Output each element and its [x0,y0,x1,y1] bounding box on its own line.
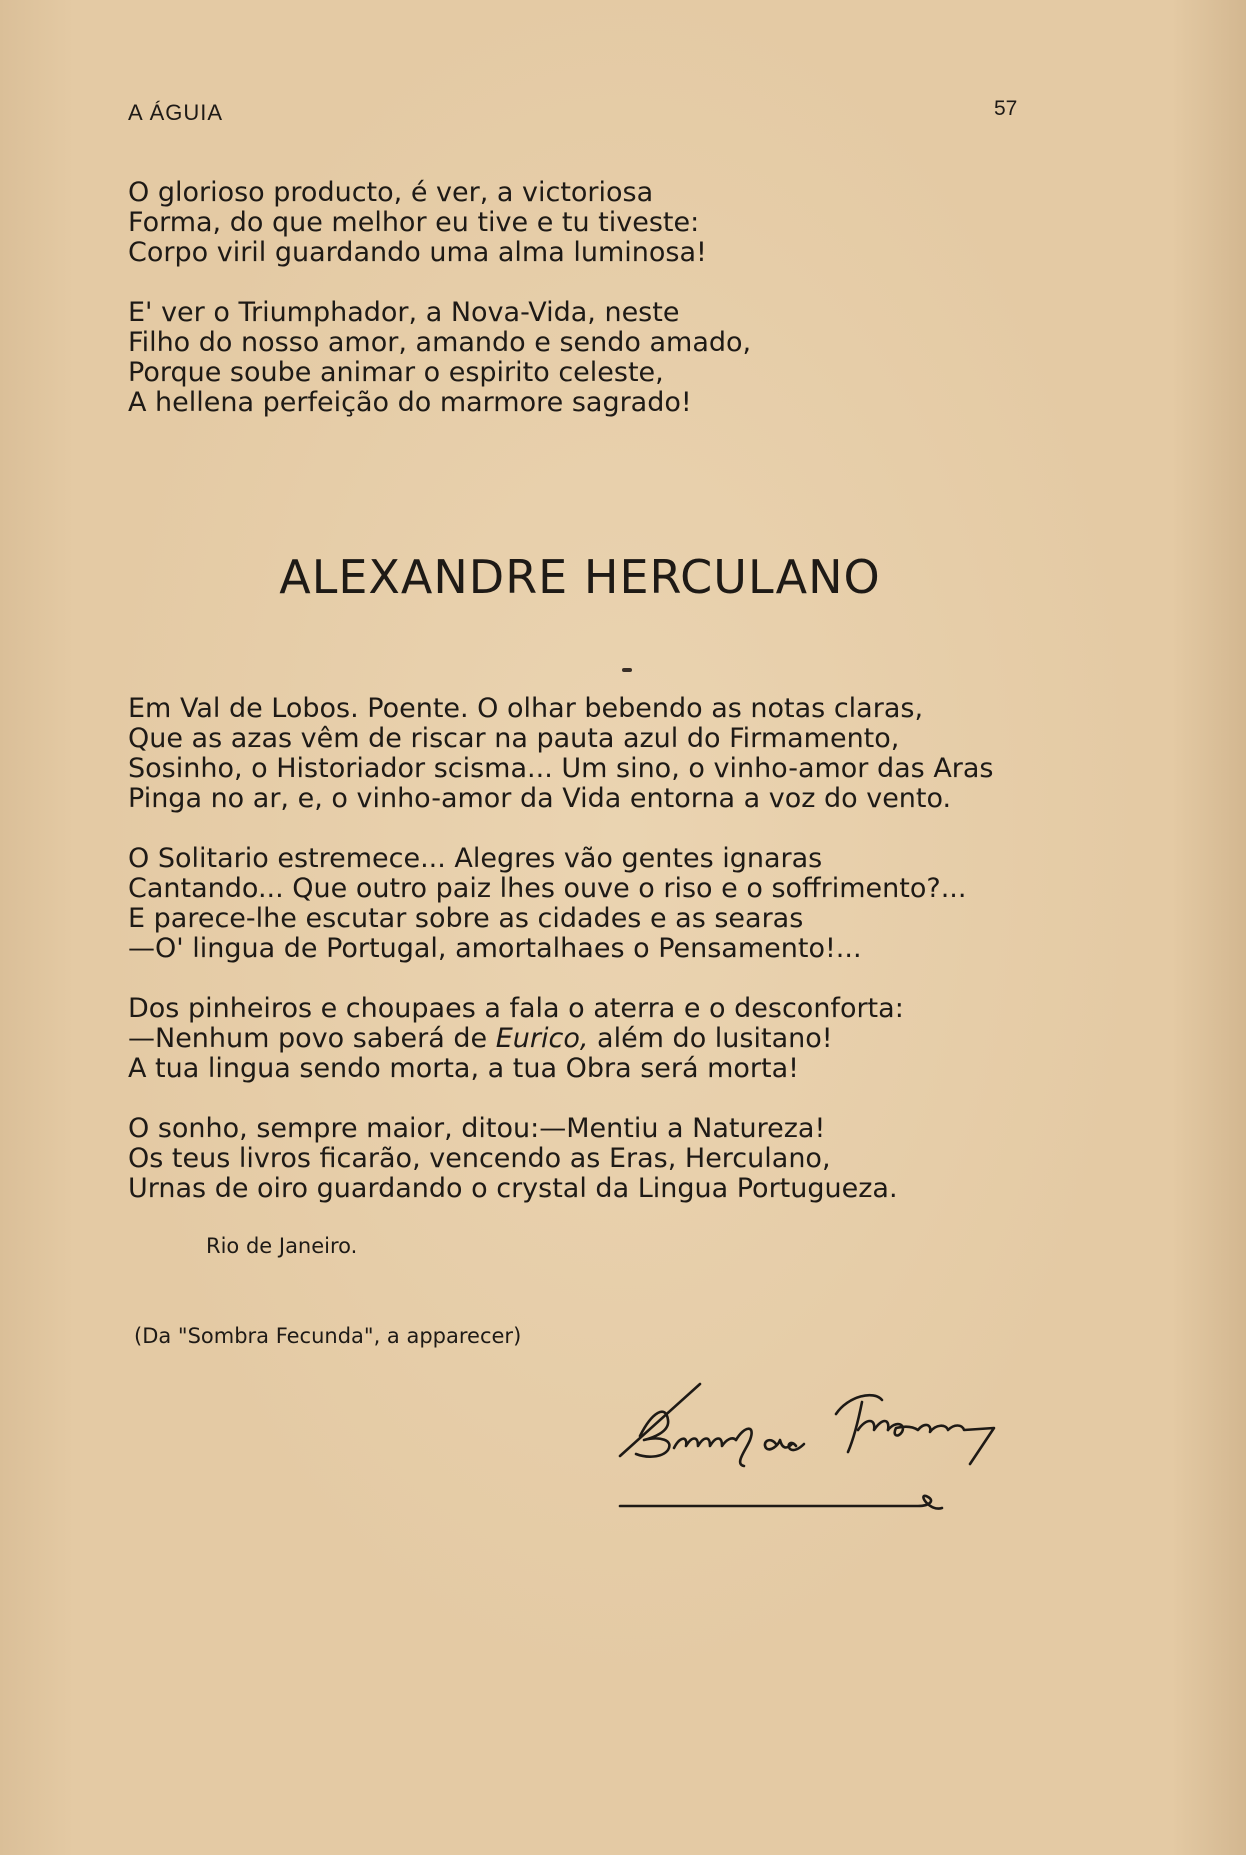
verse-line: Cantando... Que outro paiz lhes ouve o riso e o soffrimento?... [128,873,967,904]
verse-line: Corpo viril guardando uma alma luminosa! [128,237,707,268]
ornament-dash [622,668,632,672]
verse-line: O Solitario estremece... Alegres vão gentes ignaras [128,843,823,874]
page-number: 57 [994,97,1018,120]
poem-title: ALEXANDRE HERCULANO [279,550,881,604]
verse-line: Que as azas vêm de riscar na pauta azul do Firmamento, [128,723,900,754]
stanza [128,178,751,268]
poem-body [128,694,994,1204]
handwritten-signature [600,1370,1040,1520]
verse-line: A hellena perfeição do marmore sagrado! [128,387,692,418]
verse-line: A tua lingua sendo morta, a tua Obra será morta! [128,1053,799,1084]
verse-text: —Nenhum povo saberá de [128,1023,496,1054]
source-note: (Da "Sombra Fecunda", a apparecer) [134,1324,522,1348]
stanza [128,994,994,1084]
verse-line: E parece-lhe escutar sobre as cidades e as searas [128,903,804,934]
italic-work-title: Eurico, [495,1023,589,1054]
stanza [128,298,751,418]
verse-line: O glorioso producto, é ver, a victoriosa [128,177,654,208]
running-head: A ÁGUIA [128,100,224,125]
verse-line: Filho do nosso amor, amando e sendo amado, [128,327,752,358]
stanza [128,844,994,964]
verse-line: Porque soube animar o espirito celeste, [128,357,664,388]
verse-line: Os teus livros ficarão, vencendo as Eras, Herculano, [128,1143,831,1174]
verse-line: E' ver o Triumphador, a Nova-Vida, neste [128,297,680,328]
verse-line: Urnas de oiro guardando o crystal da Lingua Portugueza. [128,1173,898,1204]
verse-line: Sosinho, o Historiador scisma... Um sino, o vinho-amor das Aras [128,753,994,784]
verse-text: além do lusitano! [588,1023,833,1054]
verse-line: Em Val de Lobos. Poente. O olhar bebendo as notas claras, [128,693,924,724]
verse-line: O sonho, sempre maior, ditou:—Mentiu a Natureza! [128,1113,826,1144]
verse-line [128,1024,994,1054]
poem-continuation [128,178,751,418]
place-line: Rio de Janeiro. [206,1234,358,1258]
stanza [128,1114,994,1204]
stanza [128,694,994,814]
verse-line: Pinga no ar, e, o vinho-amor da Vida entorna a voz do vento. [128,783,952,814]
verse-line: —O' lingua de Portugal, amortalhaes o Pensamento!... [128,933,862,964]
verse-line: Forma, do que melhor eu tive e tu tiveste: [128,207,700,238]
verse-line: Dos pinheiros e choupaes a fala o aterra e o desconforta: [128,993,904,1024]
